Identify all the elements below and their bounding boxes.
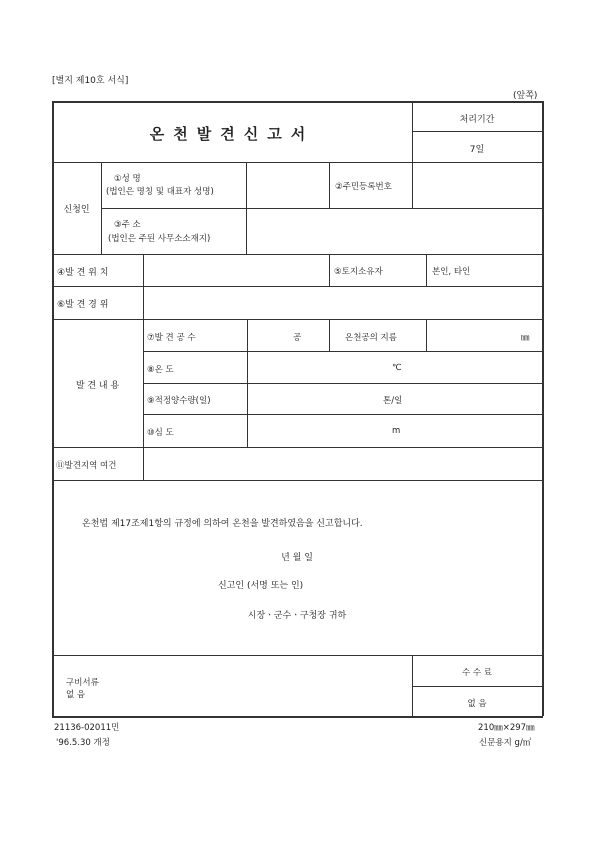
area-conditions-field[interactable] bbox=[144, 448, 541, 479]
location-field[interactable] bbox=[144, 255, 328, 285]
footer-box-top-line bbox=[52, 655, 542, 656]
declaration-date[interactable]: 년 월 일 bbox=[281, 553, 313, 563]
resident-no-label: ②주민등록번호 bbox=[335, 182, 392, 192]
diameter-left-line bbox=[329, 319, 330, 351]
form-bottom-border bbox=[52, 716, 543, 718]
addressee-line: 시장ㆍ군수ㆍ구청장 귀하 bbox=[247, 611, 347, 621]
form-number-label: [별지 제10호 서식] bbox=[52, 76, 129, 86]
required-documents-value: 없 음 bbox=[66, 690, 86, 700]
circumstances-bottom-line bbox=[52, 319, 542, 320]
content-section-label: 발 견 내 용 bbox=[75, 381, 120, 391]
land-owner-label: ⑤토지소유자 bbox=[334, 267, 383, 277]
resident-no-left-line bbox=[329, 162, 330, 208]
form-title: 온천발견신고서 bbox=[149, 125, 315, 143]
land-owner-value[interactable]: 본인, 타인 bbox=[432, 267, 471, 277]
yield-unit[interactable]: 톤/일 bbox=[383, 396, 403, 406]
resident-no-field[interactable] bbox=[413, 163, 541, 207]
form-serial-number: 21136-02011민 bbox=[54, 723, 120, 733]
wells-unit[interactable]: 공 bbox=[293, 333, 302, 343]
declaration-statement: 온천법 제17조제1항의 규정에 의하여 온천을 발견하였음을 신고합니다. bbox=[82, 519, 363, 529]
depth-unit[interactable]: m bbox=[392, 426, 401, 436]
form-left-border bbox=[52, 101, 54, 716]
form-right-border bbox=[542, 101, 544, 716]
circumstances-field[interactable] bbox=[144, 287, 541, 318]
form-top-border bbox=[52, 101, 543, 103]
content-row1-line bbox=[143, 351, 542, 352]
fee-label: 수 수 료 bbox=[461, 668, 493, 678]
name-sublabel: (법인은 명칭 및 대표자 성명) bbox=[106, 187, 214, 197]
yield-label: ⑨적정양수량(일) bbox=[147, 396, 211, 406]
address-sublabel: (법인은 주된 사무소소재지) bbox=[108, 234, 211, 244]
content-row3-line bbox=[143, 414, 542, 415]
paper-type: 신문용지 g/㎡ bbox=[479, 738, 532, 748]
processing-divider bbox=[412, 131, 542, 132]
conditions-bottom-line bbox=[52, 480, 542, 481]
circumstances-label: ⑥발 견 경 위 bbox=[57, 300, 109, 310]
area-conditions-label: ⑪발견지역 여건 bbox=[56, 461, 117, 471]
address-field[interactable] bbox=[247, 209, 541, 253]
temperature-unit[interactable]: ℃ bbox=[392, 363, 402, 373]
name-field[interactable] bbox=[247, 163, 328, 207]
applicant-section-label: 신청인 bbox=[63, 205, 90, 215]
processing-period-value: 7일 bbox=[469, 145, 485, 155]
temperature-label: ⑧온 도 bbox=[147, 365, 174, 375]
front-side-label: (앞쪽) bbox=[513, 91, 538, 101]
address-label: ③주 소 bbox=[114, 220, 141, 230]
owner-label-left-line bbox=[329, 254, 330, 286]
wells-count-label: ⑦발 견 공 수 bbox=[147, 333, 196, 343]
fee-divider bbox=[412, 686, 542, 687]
declarant-signature-line[interactable]: 신고인 (서명 또는 인) bbox=[218, 581, 304, 591]
content-label-divider bbox=[143, 319, 144, 447]
paper-size: 210㎜×297㎜ bbox=[478, 723, 535, 733]
depth-label: ⑩심 도 bbox=[147, 428, 174, 438]
owner-label-right-line bbox=[426, 254, 427, 286]
location-label: ④발 견 위 치 bbox=[57, 268, 109, 278]
name-label: ①성 명 bbox=[114, 174, 141, 184]
well-diameter-label: 온천공의 지름 bbox=[345, 333, 397, 343]
revision-date: '96.5.30 개정 bbox=[56, 738, 110, 748]
processing-period-label: 처리기간 bbox=[459, 115, 495, 125]
content-row2-line bbox=[143, 383, 542, 384]
well-diameter-unit[interactable]: ㎜ bbox=[521, 333, 530, 343]
required-documents-label: 구비서류 bbox=[66, 678, 99, 688]
fee-value: 없 음 bbox=[467, 699, 487, 709]
diameter-right-line bbox=[426, 319, 427, 351]
